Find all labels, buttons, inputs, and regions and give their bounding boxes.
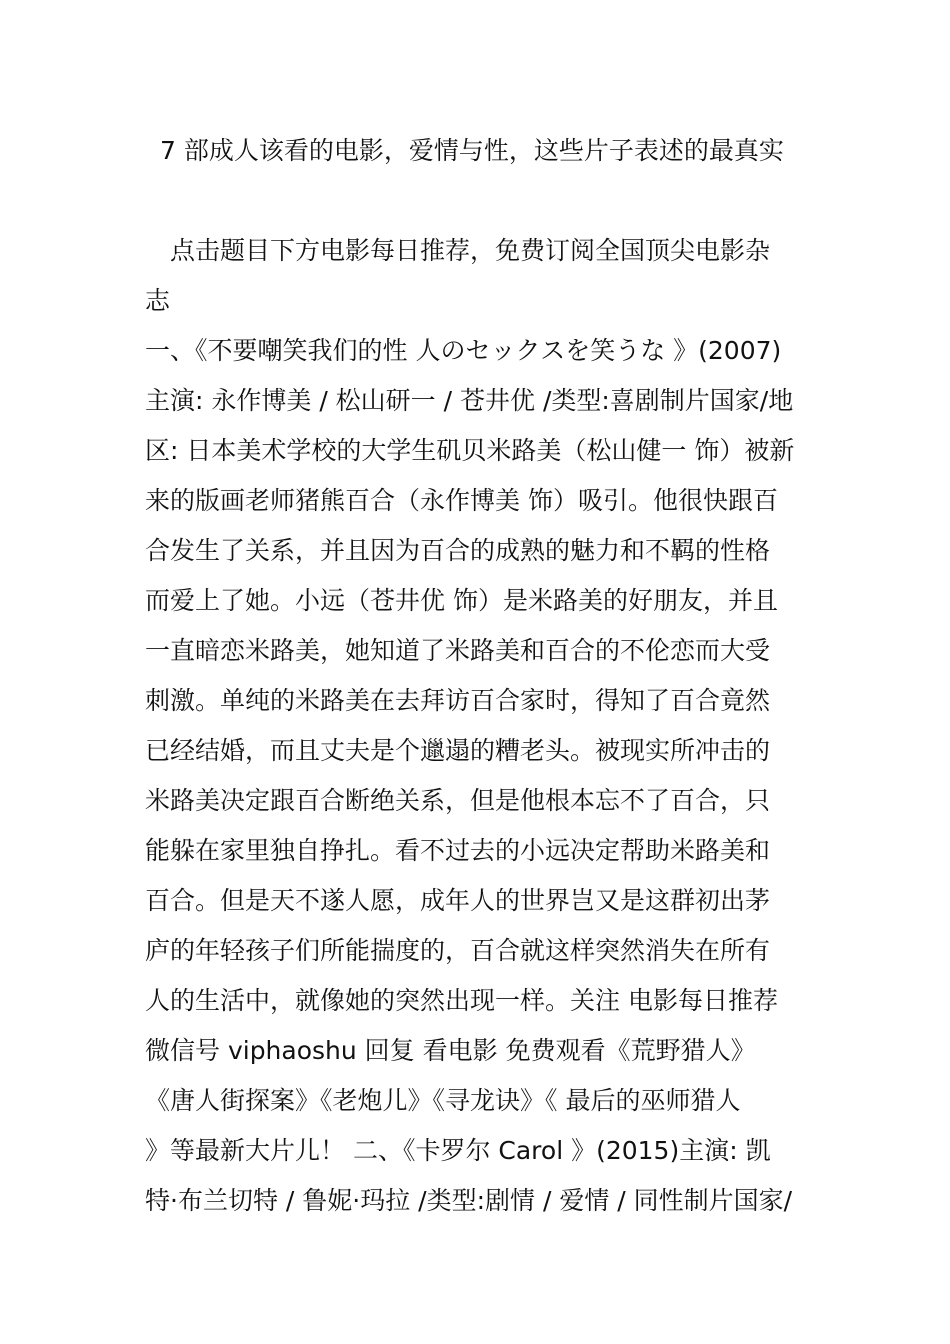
- text-line: 》等最新大片儿！ 二、《卡罗尔 Carol 》(2015)主演: 凯: [145, 1136, 771, 1165]
- text-line: 庐的年轻孩子们所能揣度的，百合就这样突然消失在所有: [145, 936, 771, 965]
- text-line: 能躲在家里独自挣扎。看不过去的小远决定帮助米路美和: [145, 836, 771, 865]
- text-line: 微信号 viphaoshu 回复 看电影 免费观看《荒野猎人》: [145, 1036, 756, 1065]
- text-line: 主演: 永作博美 / 松山研一 / 苍井优 /类型:喜剧制片国家/地: [145, 386, 794, 415]
- text-line: 人的生活中，就像她的突然出现一样。关注 电影每日推荐: [145, 986, 778, 1015]
- text-line: 百合。但是天不遂人愿，成年人的世界岂又是这群初出茅: [145, 886, 771, 915]
- text-line: 刺激。单纯的米路美在去拜访百合家时，得知了百合竟然: [145, 686, 771, 715]
- text-line: 已经结婚，而且丈夫是个邋遢的糟老头。被现实所冲击的: [145, 736, 771, 765]
- text-line: 点击题目下方电影每日推荐，免费订阅全国顶尖电影杂: [145, 236, 771, 265]
- text-line: 来的版画老师猪熊百合（永作博美 饰）吸引。他很快跟百: [145, 486, 778, 515]
- text-line: 志: [145, 286, 171, 315]
- text-line: 一、《不要嘲笑我们的性 人のセックスを笑うな 》(2007): [145, 336, 782, 365]
- text-line: 合发生了关系，并且因为百合的成熟的魅力和不羁的性格: [145, 536, 771, 565]
- text-line: 一直暗恋米路美，她知道了米路美和百合的不伦恋而大受: [145, 636, 771, 665]
- document-title: 7 部成人该看的电影，爱情与性，这些片子表述的最真实: [160, 136, 784, 165]
- text-line: 米路美决定跟百合断绝关系，但是他根本忘不了百合，只: [145, 786, 771, 815]
- text-line: 《唐人街探案》《老炮儿》《寻龙诀》《 最后的巫师猎人: [145, 1086, 741, 1115]
- text-line: 区: 日本美术学校的大学生矶贝米路美（松山健一 饰）被新: [145, 436, 795, 465]
- text-line: 特·布兰切特 / 鲁妮·玛拉 /类型:剧情 / 爱情 / 同性制片国家/: [145, 1186, 793, 1215]
- text-line: 而爱上了她。小远（苍井优 饰）是米路美的好朋友，并且: [145, 586, 778, 615]
